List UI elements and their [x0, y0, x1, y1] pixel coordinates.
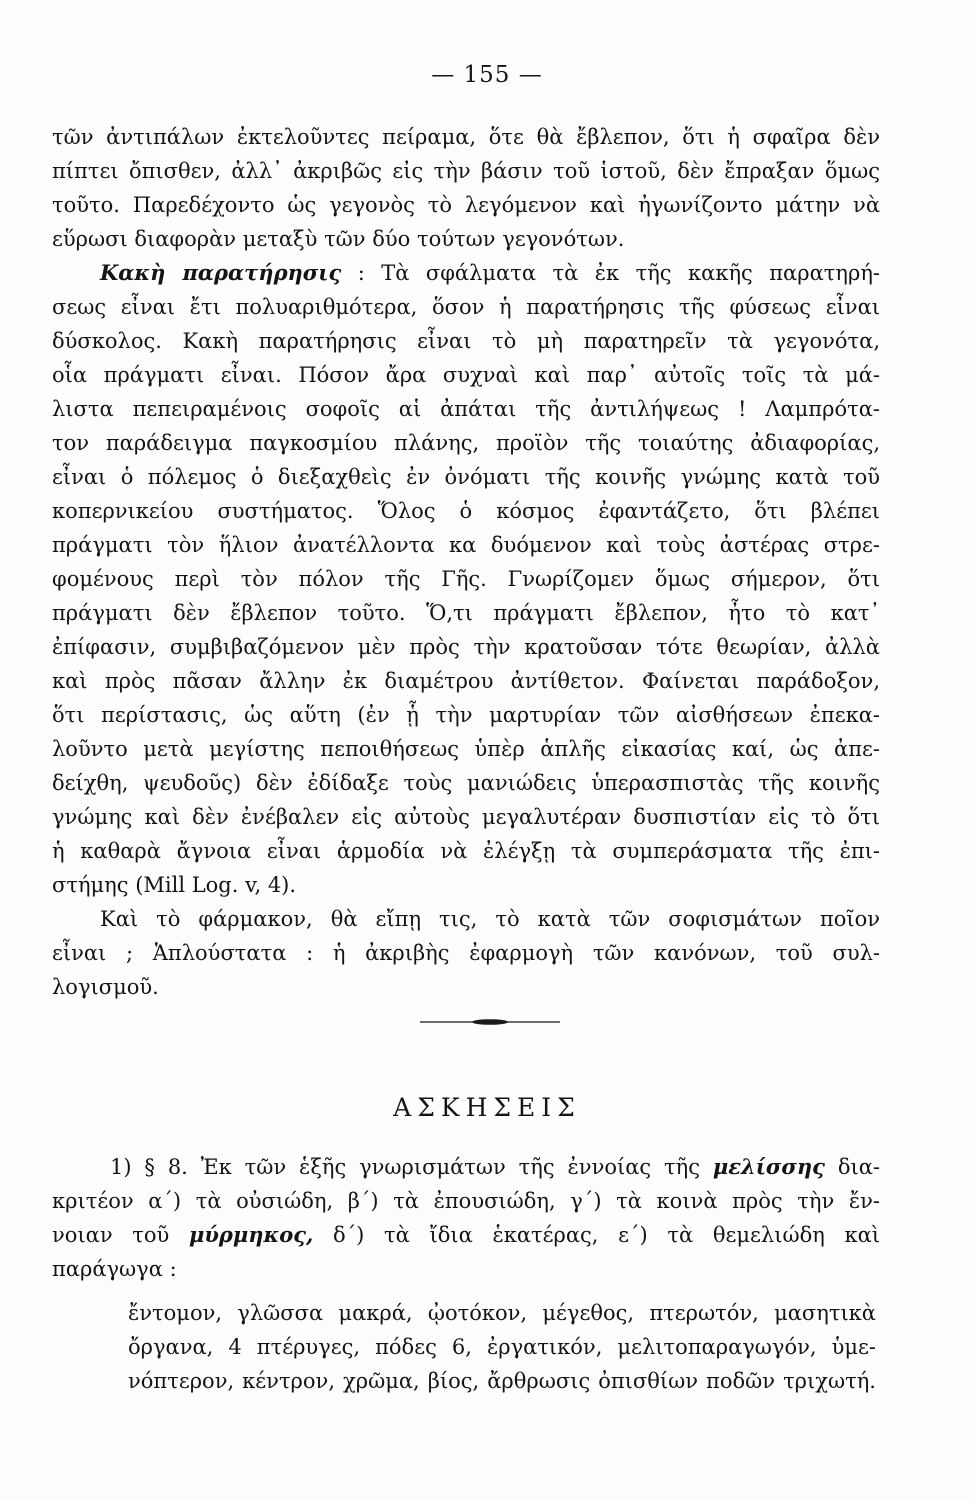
text-line	[100, 258, 880, 288]
text-fragment: : Τὰ σφάλματα τὰ ἐκ τῆς κακῆς παρατηρή-	[357, 261, 880, 285]
text-line: Καὶ τὸ φάρμακον, θὰ εἴπῃ τις, τὸ κατὰ τῶν σοφισμάτων ποῖον	[100, 907, 880, 931]
text-line: ἐπίφασιν, συμβιβαζόμενον μὲν πρὸς τὴν κρατοῦσαν τότε θεωρίαν, ἀλλὰ	[52, 635, 880, 659]
text-line: φομένους περὶ τὸν πόλον τῆς Γῆς. Γνωρίζομεν ὅμως σήμερον, ὅτι	[52, 567, 880, 591]
term-bee: μελίσσης	[712, 1154, 825, 1179]
page-number: — 155 —	[431, 62, 543, 88]
term-ant: μύρμηκος,	[188, 1222, 314, 1247]
text-line: κριτέον α΄) τὰ οὐσιώδη, β΄) τὰ ἐπουσιώδη, γ΄) τὰ κοινὰ πρὸς τὴν ἔν-	[52, 1189, 880, 1213]
text-fragment: δια-	[837, 1155, 880, 1179]
text-line: πράγματι τὸν ἥλιον ἀνατέλλοντα κα δυόμενον καὶ τοὺς ἀστέρας στρε-	[52, 533, 880, 557]
text-line: στήμης (Mill Log. v, 4).	[52, 873, 297, 897]
text-line: λογισμοῦ.	[52, 975, 159, 999]
text-line: παράγωγα :	[52, 1257, 177, 1281]
list-line: νόπτερον, κέντρον, χρῶμα, βίος, ἄρθρωσις ὀπισθίων ποδῶν τριχωτή.	[128, 1369, 876, 1393]
text-line: ὅτι περίστασις, ὡς αὕτη (ἐν ᾗ τὴν μαρτυρίαν τῶν αἰσθήσεων ἐπεκα-	[52, 703, 880, 727]
text-line: καὶ πρὸς πᾶσαν ἄλλην ἐκ διαμέτρου ἀντίθετον. Φαίνεται παράδοξον,	[52, 669, 880, 693]
text-line: τῶν ἀντιπάλων ἐκτελοῦντες πείραμα, ὅτε θὰ ἔβλεπον, ὅτι ἡ σφαῖρα δὲν	[52, 125, 880, 149]
term-bad-observation: Κακὴ παρατήρησις	[100, 260, 342, 285]
ornamental-divider	[420, 1019, 560, 1025]
text-fragment: νοιαν τοῦ	[52, 1223, 170, 1247]
text-line: γνώμης καὶ δὲν ἐνέβαλεν εἰς αὐτοὺς μεγαλυτέραν δυσπιστίαν εἰς τὸ ὅτι	[52, 805, 880, 829]
text-fragment: 1) § 8. Ἐκ τῶν ἑξῆς γνωρισμάτων τῆς ἐννοίας τῆς	[110, 1155, 700, 1179]
text-line	[110, 1152, 880, 1182]
text-line: λιστα πεπειραμένοις σοφοῖς αἱ ἀπάται τῆς ἀντιλήψεως ! Λαμπρότα-	[52, 397, 880, 421]
text-line: τοῦτο. Παρεδέχοντο ὡς γεγονὸς τὸ λεγόμενον καὶ ἠγωνίζοντο μάτην νὰ	[52, 193, 880, 217]
text-line: εὕρωσι διαφορὰν μεταξὺ τῶν δύο τούτων γεγονότων.	[52, 227, 625, 251]
text-fragment: δ΄) τὰ ἴδια ἑκατέρας, ε΄) τὰ θεμελιώδη καὶ	[333, 1223, 880, 1247]
text-line: οἷα πράγματι εἶναι. Πόσον ἄρα συχναὶ καὶ παρ᾽ αὐτοῖς τοῖς τὰ μά-	[52, 363, 880, 387]
text-line: δύσκολος. Κακὴ παρατήρησις εἶναι τὸ μὴ παρατηρεῖν τὰ γεγονότα,	[52, 329, 880, 353]
text-line: τον παράδειγμα παγκοσμίου πλάνης, προϊὸν τῆς τοιαύτης ἀδιαφορίας,	[52, 431, 880, 455]
text-line: πίπτει ὄπισθεν, ἀλλ᾽ ἀκριβῶς εἰς τὴν βάσιν τοῦ ἱστοῦ, δὲν ἔπραξαν ὅμως	[52, 159, 880, 183]
text-line: πράγματι δὲν ἔβλεπον τοῦτο. Ὅ,τι πράγματι ἔβλεπον, ἦτο τὸ κατ᾽	[52, 601, 880, 625]
text-line	[52, 1220, 880, 1250]
text-line: δείχθη, ψευδοῦς) δὲν ἐδίδαξε τοὺς μανιώδεις ὑπερασπιστὰς τῆς κοινῆς	[52, 771, 880, 795]
text-line: λοῦντο μετὰ μεγίστης πεποιθήσεως ὑπὲρ ἁπλῆς εἰκασίας καί, ὡς ἀπε-	[52, 737, 880, 761]
list-line: ἔντομον, γλῶσσα μακρά, ᾠοτόκον, μέγεθος, πτερωτόν, μασητικὰ	[128, 1301, 876, 1325]
list-line: ὄργανα, 4 πτέρυγες, πόδες 6, ἐργατικόν, μελιτοπαραγωγόν, ὑμε-	[128, 1335, 876, 1359]
text-line: σεως εἶναι ἔτι πολυαριθμότερα, ὅσον ἡ παρατήρησις τῆς φύσεως εἶναι	[52, 295, 880, 319]
text-line: εἶναι ὁ πόλεμος ὁ διεξαχθεὶς ἐν ὀνόματι τῆς κοινῆς γνώμης κατὰ τοῦ	[52, 465, 880, 489]
text-line: ἡ καθαρὰ ἄγνοια εἶναι ἁρμοδία νὰ ἐλέγξῃ τὰ συμπεράσματα τῆς ἐπι-	[52, 839, 880, 863]
text-line: εἶναι ; Ἁπλούστατα : ἡ ἀκριβὴς ἐφαρμογὴ τῶν κανόνων, τοῦ συλ-	[52, 941, 880, 965]
text-line: κοπερνικείου συστήματος. Ὅλος ὁ κόσμος ἐφαντάζετο, ὅτι βλέπει	[52, 499, 880, 523]
section-heading-exercises: ΑΣΚΗΣΕΙΣ	[393, 1093, 581, 1122]
